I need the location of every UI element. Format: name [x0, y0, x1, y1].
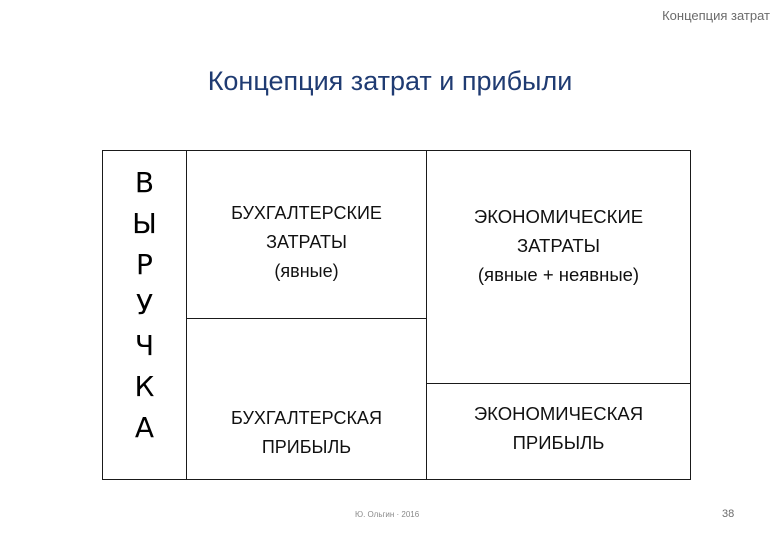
page-number: 38	[722, 508, 735, 520]
economic-costs-label	[426, 202, 691, 289]
revenue-letter: Ы	[132, 206, 157, 240]
revenue-letter: В	[134, 166, 155, 199]
revenue-letter: Ч	[134, 329, 155, 363]
economic-costs-line2: ЗАТРАТЫ	[516, 235, 601, 256]
accounting-costs-label	[186, 199, 427, 286]
revenue-letter: У	[135, 288, 154, 322]
accounting-divider	[186, 318, 427, 319]
accounting-profit-line2: ПРИБЫЛЬ	[261, 437, 352, 457]
economic-costs-line3: (явные + неявные)	[477, 264, 640, 285]
accounting-costs-line3: (явные)	[274, 261, 339, 281]
economic-profit-label	[426, 399, 691, 457]
revenue-letter: К	[134, 369, 155, 403]
revenue-letter: Р	[136, 247, 153, 281]
accounting-costs-line1: БУХГАЛТЕРСКИЕ	[231, 203, 382, 223]
economic-divider	[426, 383, 691, 384]
revenue-box	[102, 150, 187, 480]
accounting-profit-line1: БУХГАЛТЕРСКАЯ	[231, 408, 382, 428]
economic-profit-line1: ЭКОНОМИЧЕСКАЯ	[473, 403, 644, 424]
accounting-profit-label	[186, 404, 427, 462]
economic-profit-line2: ПРИБЫЛЬ	[512, 432, 605, 453]
accounting-costs-line2: ЗАТРАТЫ	[266, 232, 347, 252]
revenue-letter: А	[134, 410, 155, 444]
slide-title: Концепция затрат и прибыли	[207, 66, 573, 96]
economic-costs-line1: ЭКОНОМИЧЕСКИЕ	[473, 206, 644, 227]
header-label: Концепция затрат	[662, 8, 770, 23]
footer-credit: Ю. Ольгин · 2016	[355, 510, 420, 519]
